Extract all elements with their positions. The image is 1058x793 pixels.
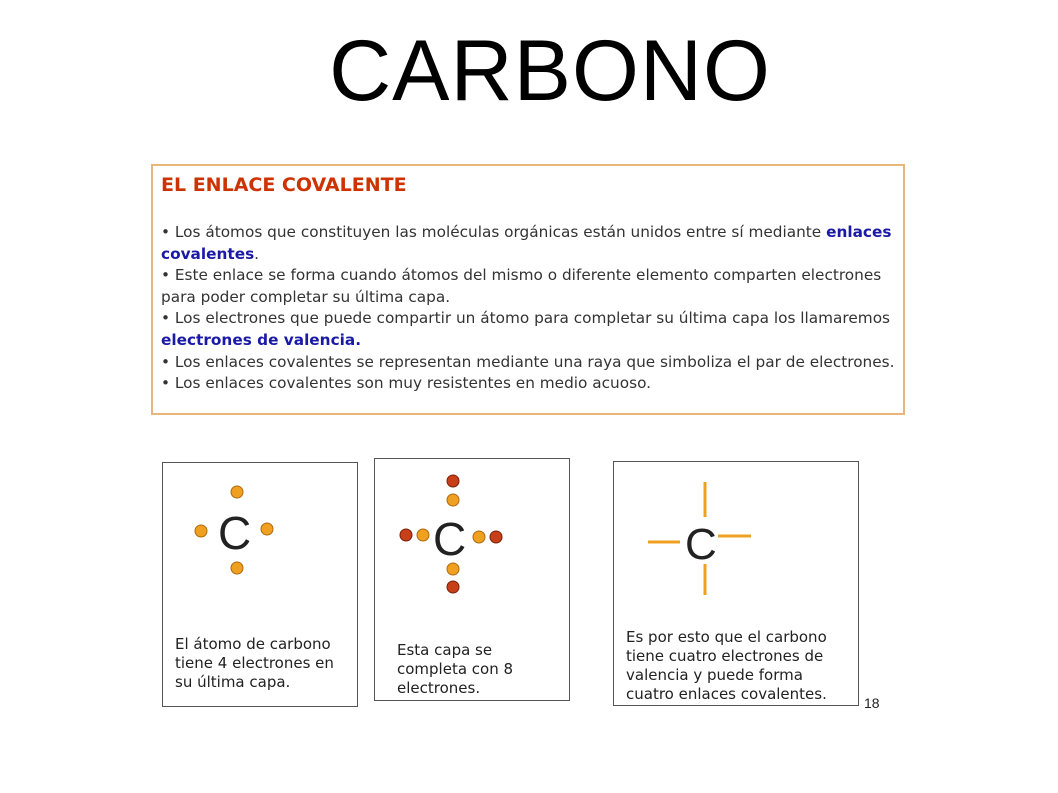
panel-caption bbox=[626, 628, 827, 704]
electron-dot bbox=[195, 525, 207, 537]
bullet-text: • Los electrones que puede compartir un átomo para completar su última capa los llamaremos bbox=[161, 309, 891, 328]
bullet-highlight: electrones de valencia. bbox=[161, 330, 362, 349]
bullet-item bbox=[161, 265, 903, 308]
bullet-text-end: . bbox=[254, 244, 260, 263]
panel-carbon-8-electrons bbox=[374, 458, 570, 701]
bullet-item bbox=[161, 308, 903, 351]
bullet-highlight: enlaces covalentes bbox=[161, 223, 892, 263]
caption-line: El átomo de carbono bbox=[175, 635, 331, 653]
electron-dot bbox=[447, 494, 459, 506]
caption-line: Es por esto que el carbono bbox=[626, 628, 827, 646]
page-number: 18 bbox=[864, 695, 880, 711]
panel-caption bbox=[175, 635, 334, 692]
slide-title: CARBONO bbox=[329, 23, 771, 119]
electron-dot bbox=[447, 475, 459, 487]
bullet-item bbox=[161, 373, 903, 395]
carbon-symbol: C bbox=[218, 507, 252, 559]
electron-dot bbox=[447, 581, 459, 593]
bullet-text: • Los átomos que constituyen las moléculas orgánicas están unidos entre sí mediante bbox=[161, 223, 827, 241]
bullet-text: • Los enlaces covalentes se representan mediante una raya que simboliza el par de electrones. bbox=[161, 352, 895, 371]
bullet-item bbox=[161, 352, 903, 374]
panel-carbon-4-electrons bbox=[162, 462, 358, 707]
electron-dot bbox=[473, 531, 485, 543]
caption-line: tiene cuatro electrones de bbox=[626, 647, 824, 665]
electron-dot bbox=[400, 529, 412, 541]
carbon-symbol: C bbox=[433, 513, 467, 565]
caption-line: electrones. bbox=[397, 679, 481, 697]
info-box-heading: EL ENLACE COVALENTE bbox=[161, 174, 407, 196]
electron-dot bbox=[231, 486, 243, 498]
caption-line: su última capa. bbox=[175, 673, 291, 691]
caption-line: tiene 4 electrones en bbox=[175, 654, 334, 672]
carbon-symbol: C bbox=[685, 520, 717, 569]
caption-line: Esta capa se bbox=[397, 641, 493, 659]
electron-dot bbox=[417, 529, 429, 541]
lewis-diagram-4-electrons bbox=[163, 463, 359, 623]
bullet-text: • Los enlaces covalentes son muy resistentes en medio acuoso. bbox=[161, 374, 652, 393]
caption-line: completa con 8 bbox=[397, 660, 514, 678]
bullet-text: • Este enlace se forma cuando átomos del mismo o diferente elemento comparten electrones para poder completar su última capa. bbox=[161, 266, 882, 306]
panel-caption bbox=[397, 641, 513, 698]
caption-line: cuatro enlaces covalentes. bbox=[626, 685, 827, 703]
panel-carbon-4-bonds bbox=[613, 461, 859, 706]
covalent-bond-info-box bbox=[151, 164, 905, 415]
structural-diagram-4-bonds bbox=[614, 462, 860, 622]
electron-dot bbox=[231, 562, 243, 574]
info-box-body bbox=[161, 222, 903, 395]
electron-dot bbox=[490, 531, 502, 543]
lewis-diagram-8-electrons bbox=[375, 459, 571, 619]
electron-dot bbox=[261, 523, 273, 535]
caption-line: valencia y puede forma bbox=[626, 666, 803, 684]
bullet-item bbox=[161, 222, 903, 265]
